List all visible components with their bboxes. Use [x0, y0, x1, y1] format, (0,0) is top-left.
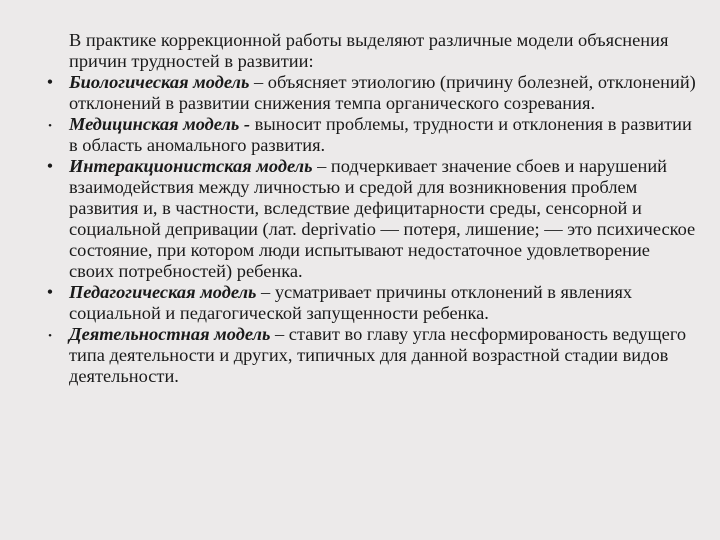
list-item-interactionist-model: [0, 156, 699, 282]
model-term: Педагогическая модель: [69, 282, 257, 302]
model-description: – подчеркивает значение сбоев и нарушений взаимодействия между личностью и средой для возникновения проблем развития и, в частности, вследствие дефицитарности среды, сенсорной и социальной депривации (лат. deprivatio — потеря, лишение; — это психическое состояние, при котором люди испытывают недостаточное удовлетворение своих потребностей) ребенка.: [69, 156, 696, 281]
bullet-icon: •: [46, 72, 54, 92]
list-item-activity-model: [0, 324, 699, 387]
list-item-pedagogical-model: [0, 282, 699, 324]
model-description: – усматривает причины отклонений в явлениях социальной и педагогической запущенности ребенка.: [69, 282, 633, 323]
model-term: Деятельностная модель: [69, 324, 271, 344]
model-description: – ставит во главу угла несформированость ведущего типа деятельности и других, типичных для данной возрастной стадии видов деятельности.: [69, 324, 687, 386]
models-list: [0, 72, 720, 387]
model-description: выносит проблемы, трудности и отклонения в развитии в область аномального развития.: [69, 114, 692, 155]
bullet-icon: •: [48, 120, 52, 132]
model-term: Биологическая модель: [69, 72, 250, 92]
list-item-medical-model: [0, 114, 699, 156]
model-description: – объясняет этиологию (причину болезней, отклонений) отклонений в развитии снижения темпа органического созревания.: [69, 72, 696, 113]
list-item-biological-model: [0, 72, 699, 114]
bullet-icon: •: [48, 330, 52, 342]
intro-text: В практике коррекционной работы выделяют различные модели объяснения причин трудностей в развитии:: [69, 30, 669, 71]
bullet-icon: •: [46, 282, 54, 302]
bullet-icon: •: [46, 156, 54, 176]
model-term: Медицинская модель -: [69, 114, 251, 134]
model-term: Интеракционистская модель: [69, 156, 313, 176]
